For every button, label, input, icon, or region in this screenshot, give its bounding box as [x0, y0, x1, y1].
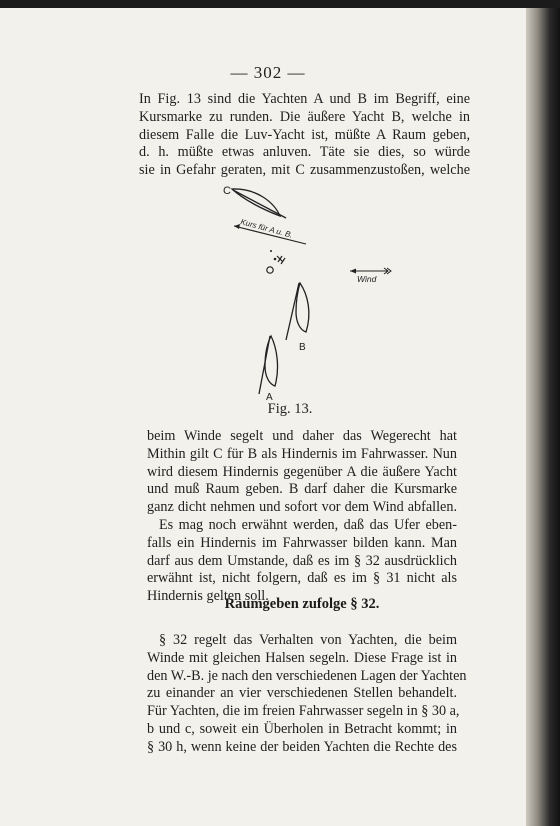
text-line: Kursmarke zu runden. Die äußere Yacht B, welche in: [139, 108, 470, 125]
text-line: beim Winde segelt und daher das Wegerecht hat: [147, 428, 457, 444]
text-line: § 32 regelt das Verhalten von Yachten, die beim: [159, 632, 457, 648]
text-line: und muß Raum geben. B darf daher die Kursmarke: [147, 481, 457, 498]
paragraph-2: [147, 428, 457, 606]
mark-buoy: [267, 250, 285, 273]
paragraph-1: [139, 91, 470, 180]
paragraph-4: [147, 632, 467, 757]
fig-13-diagram: [210, 180, 420, 410]
section-heading: Raumgeben zufolge § 32.: [224, 596, 380, 612]
text-line: Für Yachten, die im freien Fahrwasser segeln in § 30 a,: [147, 703, 460, 720]
yacht-b: [286, 283, 309, 340]
wind-label: Wind: [357, 274, 377, 284]
figure-caption: Fig. 13.: [267, 401, 313, 417]
label-c: C: [223, 185, 231, 197]
text-line: In Fig. 13 sind die Yachten A und B im Begriff, eine: [139, 91, 470, 107]
page-number: — 302 —: [230, 63, 306, 82]
text-line: ganz dicht nehmen und sofort vor dem Wind abfallen.: [147, 499, 457, 516]
text-line: sie in Gefahr geraten, mit C zusammenzustoßen, welche: [139, 162, 470, 179]
text-line: Es mag noch erwähnt werden, daß das Ufer eben-: [159, 516, 457, 533]
label-a: A: [266, 392, 273, 403]
text-line: falls ein Hindernis im Fahrwasser bilden kann. Man: [147, 534, 457, 551]
text-line: den W.-B. je nach den verschiedenen Lagen der Yachten: [147, 667, 467, 684]
label-b: B: [299, 342, 306, 353]
text-line: Winde mit gleichen Halsen segeln. Diese Frage ist in: [147, 649, 457, 666]
text-line: § 30 h, wenn keine der beiden Yachten die Rechte des: [147, 738, 457, 755]
text-line: wird diesem Hindernis gegenüber A die äußere Yacht: [147, 463, 457, 480]
text-line: zu einander an vier verschiedenen Stellen behandelt.: [147, 685, 457, 702]
text-line: b und c, soweit ein Überholen in Betracht kommt; in: [147, 720, 457, 737]
course-label: Kurs für A u. B.: [239, 217, 294, 240]
yacht-c: [232, 189, 286, 218]
text-line: erwähnt ist, nicht folgern, daß es im § 31 nicht als: [147, 570, 457, 587]
text-line: Mithin gilt C für B als Hindernis im Fahrwasser. Nun: [147, 445, 457, 462]
yacht-a: [259, 336, 278, 394]
text-line: diesem Falle die Luv-Yacht ist, müßte A Raum geben,: [139, 126, 470, 143]
text-line: Hindernis gelten soll.: [147, 588, 269, 605]
text-line: d. h. müßte etwas anluven. Täte sie dies, so würde: [139, 144, 470, 161]
text-line: darf aus dem Umstande, daß es im § 32 ausdrücklich: [147, 552, 457, 569]
